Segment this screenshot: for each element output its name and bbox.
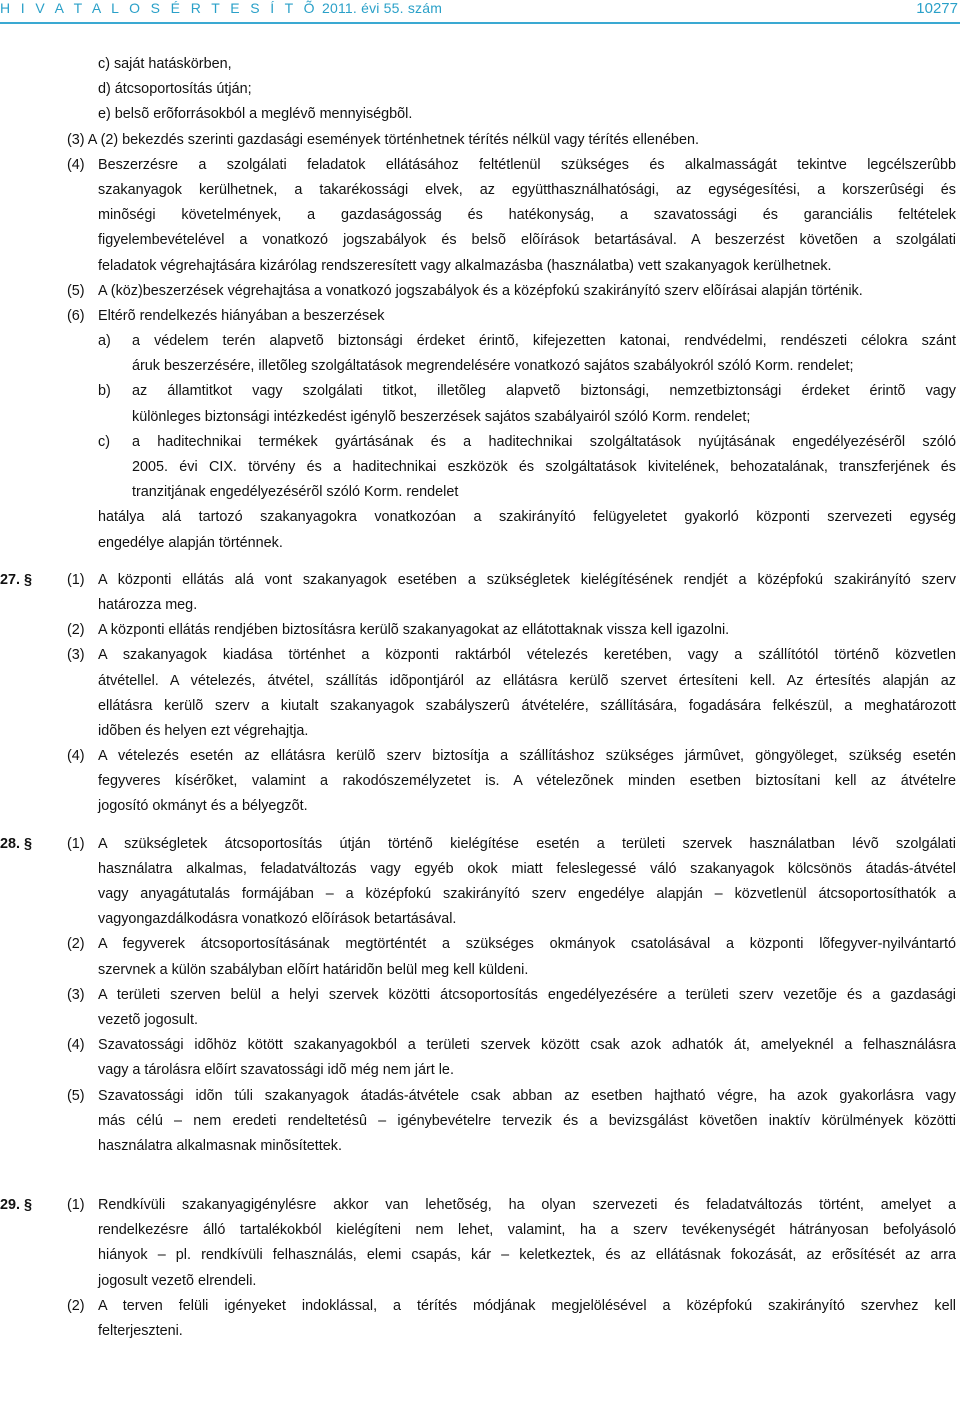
list-item: e) belsõ erõforrásokból a meglévõ mennyiségbõl. [98,106,413,123]
paragraph-line: (3) A területi szerven belül a helyi szervek közötti átcsoportosítás engedélyezésére a területi szerv vezetõje és a gazdasági [67,986,956,1003]
paragraph-line: szervnek a külön szabályban elõírt határidõn belül meg kell küldeni. [98,961,529,978]
spacer [0,556,960,568]
paragraph-line: rendelkezésre álló tartalékokból kielégíteni nem lehet, valamint, ha a szerv tevékenységét hátrányosan befolyásoló [98,1222,956,1239]
paragraph-line: (3) A szakanyagok kiadása történhet a központi raktárból vételezés keretében, vagy a szállítótól történõ közvetlen [67,647,956,664]
section-29: 29. § (1) Rendkívüli szakanyagigénylésre akkor van lehetõség, ha olyan szervezeti és feladatváltozás történt, amelyet a [0,1197,956,1214]
paragraph-line: határozza meg. [98,596,198,613]
header-rule [0,22,960,24]
paragraph-line: (2) A terven felüli igényeket indoklással, a térítés módjának megjelölésével a középfokú szakirányító szervhez kell [67,1297,956,1314]
spacer [0,820,960,832]
sub-item-a: a) a védelem terén alapvetõ biztonsági érdeket érintõ, kifejezetten katonai, rendvédelmi, rendészeti célokra szánt [98,333,956,350]
spacer [0,1159,960,1193]
paragraph-line: (5) Szavatossági idõn túli szakanyagok átadás-átvétele csak abban az esetben hajtható végre, ha azok gyakorlásra vagy [67,1087,956,1104]
paragraph-line: áruk beszerzésére, illetõleg szolgáltatások megrendelésére vonatkozó sajátos szabályokról szóló Korm. rendelet; [132,358,854,375]
page-number: 10277 [916,0,958,17]
paragraph-line: hiányok – pl. rendkívüli felhasználás, elemi csapás, kár – keletkeztek, és az ellátásnak fokozását, az erõsítését az arra [98,1247,956,1264]
list-item: c) saját hatáskörben, [98,56,232,72]
paragraph-line: vagyongazdálkodásra vonatkozó elõírások betartásával. [98,911,457,928]
paragraph-line: vagy a tárolásra elõírt szavatossági idõ még nem járt le. [98,1062,454,1079]
paragraph-3: (3) A (2) bekezdés szerinti gazdasági események történhetnek térítés nélkül vagy térítés ellenében. [67,131,699,148]
paragraph-line: más célú – nem eredeti rendeltetésû – igénybevételre tervezik és a bevizsgálást követõen inaktív körülmények közötti [98,1112,956,1129]
paragraph-line: vagy anyagátutalás formájában – a középfokú szakirányító szerv engedélye alapján – közvetlenül átcsoportosíthatók a [98,886,956,902]
paragraph-line: engedélye alapján történnek. [98,534,283,551]
publication-title: H I V A T A L O S É R T E S Í T Õ 2011. évi 55. szám [0,0,443,16]
paragraph-line: ellátásra kerülõ szerv a kiutalt szakanyagok szabályszerû átvételére, szállítására, fogadására felkészül, a meghatározott [98,697,956,714]
paragraph-4: (4) Beszerzésre a szolgálati feladatok ellátásához feltétlenül szükséges és alkalmasságát tekintve legcélszerûbb [67,156,956,173]
list-item: d) átcsoportosítás útján; [98,81,252,98]
paragraph-line: jogosult vezetõ elrendeli. [98,1272,257,1289]
paragraph-line: (2) A központi ellátás rendjében biztosításra kerülõ szakanyagokat az ellátottaknak vissza kell igazolni. [67,622,730,639]
paragraph-6: (6) Eltérõ rendelkezés hiányában a beszerzések [67,307,385,324]
issue-label: 2011. évi 55. szám [322,0,443,16]
paragraph-line: szakanyagok kerülhetnek, a takarékossági elvek, az együtthasználhatósági, az egységesítési, a korszerûségi és [98,181,956,198]
paragraph-line: felterjeszteni. [98,1323,183,1339]
paragraph-line: figyelembevételével a vonatkozó jogszabályok és belsõ elõírások betartásával. A beszerzést követõen a szolgálati [98,232,956,249]
paragraph-line: 2005. évi CIX. törvény és a haditechnikai eszközök és szolgáltatások kivitelének, behozatalának, transzferjének és [132,459,956,475]
paragraph-line: átvétellel. A vételezés, átvétel, szállítás idõpontjáról az ellátásra kerülõ szervet értesíteni kell. Az értesítés alapján az [98,672,956,689]
paragraph-line: (4) Szavatossági idõhöz kötött szakanyagokból a területi szervek között csak azok adhatók át, amelyeknél a felhasználásra [67,1037,956,1054]
section-27: 27. § (1) A központi ellátás alá vont szakanyagok esetében a szükségletek kielégítésének rendjét a középfokú szakirányító szerv [0,571,956,588]
paragraph-line: (2) A fegyverek átcsoportosításának megtörténtét a szükséges okmányok csatolásával a központi lõfegyver-nyilvántartó [67,936,956,953]
paragraph-line: használatra alkalmasnak minõsítettek. [98,1137,342,1154]
paragraph-line: jogosító okmányt és a bélyegzõt. [98,798,308,815]
paragraph-line: vezetõ jogosult. [98,1011,198,1028]
paragraph-line: tranzitjának engedélyezésérõl szóló Korm. rendelet [132,484,459,501]
sub-item-c: c) a haditechnikai termékek gyártásának és a haditechnikai szolgáltatások nyújtásának engedélyezésérõl szóló [98,433,956,450]
page-header [0,0,960,22]
paragraph-line: használatra alkalmas, feladatváltozás vagy egyéb okok miatt feleslegessé váló szakanyagok kölcsönös átadás-átvétel [98,860,956,877]
paragraph-line: idõben és helyen ezt végrehajtja. [98,722,309,739]
paragraph-5: (5) A (köz)beszerzések végrehajtása a vonatkozó jogszabályok és a középfokú szakirányító szerv elõírásai alapján történik. [67,282,863,299]
paragraph-line: hatálya alá tartozó szakanyagokra vonatkozóan a szakirányító felügyeletet gyakorló központi szervezeti egység [98,509,956,526]
paragraph-line: különleges biztonsági intézkedést igénylõ beszerzések sajátos szabályairól szóló Korm. rendelet; [132,408,751,425]
document-body [0,52,960,1344]
sub-item-b: b) az államtitkot vagy szolgálati titkot, illetõleg alapvetõ biztonsági, nemzetbiztonsági érdeket érintõ vagy [98,383,956,400]
paragraph-line: (4) A vételezés esetén az ellátásra kerülõ szerv biztosítja a szállításhoz szükséges jármûvet, göngyöleget, szükség esetén [67,748,956,765]
section-28: 28. § (1) A szükségletek átcsoportosítás útján történõ kielégítése esetén a területi szervek használatban lévõ szolgálati [0,835,956,852]
paragraph-line: fegyveres kísérõket, valamint a rakodószemélyzetet is. A vételezõnek minden esetben biztosítani kell az átvételre [98,773,956,790]
paragraph-line: minõségi követelmények, a gazdaságosság és hatékonyság, a szavatossági és garanciális feltételek [98,207,956,224]
paragraph-line: feladatok végrehajtására kizárólag rendszeresített vagy alkalmazásba (használatba) vett szakanyagok kerülhetnek. [98,257,832,274]
